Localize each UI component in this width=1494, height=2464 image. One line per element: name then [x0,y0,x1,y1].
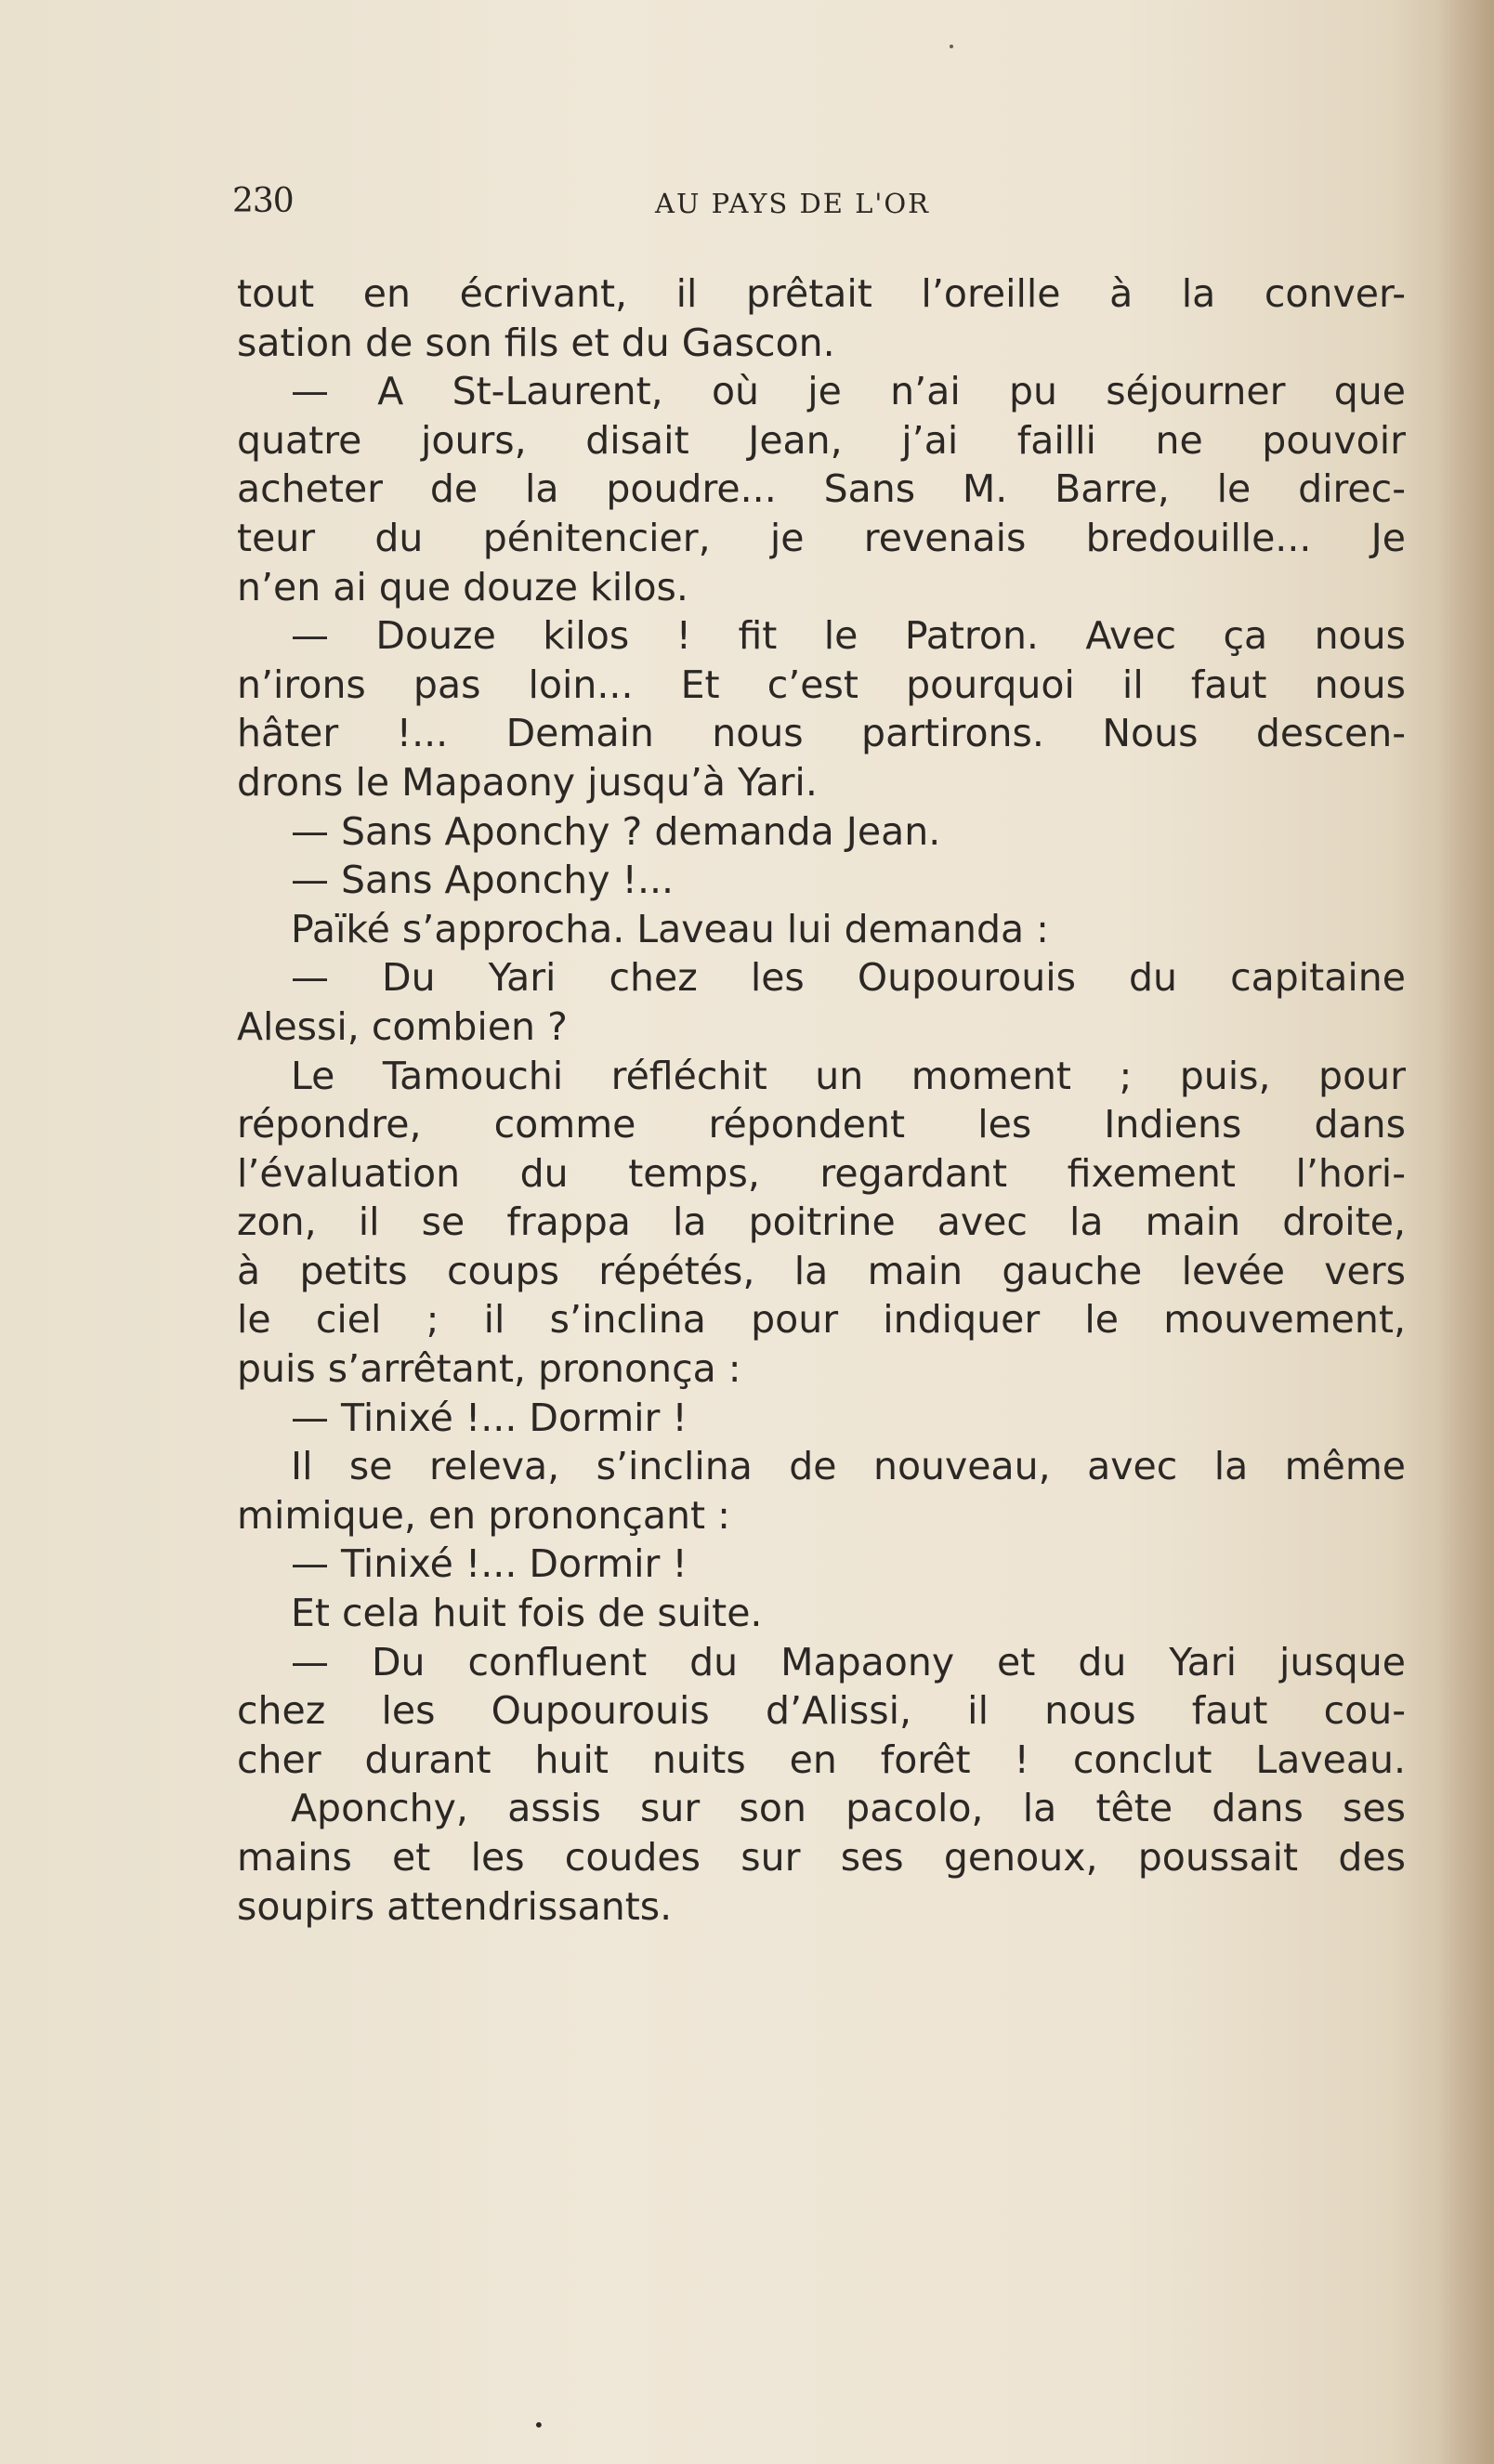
text-line: — Tinixé !... Dormir ! [291,1395,688,1440]
page-edge-shadow [1438,0,1494,2464]
text-line: drons le Mapaony jusqu’à Yari. [237,759,818,805]
text-line: Et cela huit fois de suite. [291,1591,763,1636]
printer-mark: • [533,2414,544,2436]
text-line: puis s’arrêtant, prononça : [237,1346,741,1392]
text-line: chez les Oupourouis d’Alissi, il nous faut cou- [237,1688,1406,1734]
text-line: tout en écrivant, il prêtait l’oreille à la conver- [237,271,1406,316]
text-line: Il se releva, s’inclina de nouveau, avec la même [291,1444,1406,1489]
text-line: mimique, en prononçant : [237,1492,730,1538]
text-line: — A St-Laurent, où je n’ai pu séjourner que [291,369,1406,414]
text-line: Aponchy, assis sur son pacolo, la tête dans ses [291,1786,1406,1831]
text-line: à petits coups répétés, la main gauche levée vers [237,1248,1406,1293]
text-line: répondre, comme répondent les Indiens dans [237,1102,1406,1147]
running-title: AU PAYS DE L'OR [655,188,930,219]
body-text [237,269,1406,1931]
page-number: 230 [232,182,294,220]
text-line: — Sans Aponchy ? demanda Jean. [291,808,941,854]
text-line: acheter de la poudre... Sans M. Barre, le direc- [237,466,1406,512]
text-line: n’irons pas loin... Et c’est pourquoi il faut nous [237,662,1406,707]
text-line: soupirs attendrissants. [237,1883,673,1929]
text-line: mains et les coudes sur ses genoux, poussait des [237,1835,1406,1880]
running-head [232,182,1403,229]
text-line: — Du confluent du Mapaony et du Yari jusque [291,1639,1406,1684]
text-line: l’évaluation du temps, regardant fixement l’hori- [237,1150,1406,1196]
paper-speck [950,45,953,48]
text-line: Alessi, combien ? [237,1003,568,1049]
text-line: Le Tamouchi réfléchit un moment ; puis, pour [291,1053,1406,1098]
text-line: quatre jours, disait Jean, j’ai failli ne pouvoir [237,417,1406,463]
text-line: — Tinixé !... Dormir ! [291,1541,688,1587]
text-line: teur du pénitencier, je revenais bredouille... Je [237,515,1406,560]
text-line: sation de son fils et du Gascon. [237,320,835,365]
text-line: cher durant huit nuits en forêt ! conclut Laveau. [237,1737,1406,1782]
text-line: zon, il se frappa la poitrine avec la main droite, [237,1199,1406,1245]
text-line: le ciel ; il s’inclina pour indiquer le mouvement, [237,1297,1406,1343]
text-line: — Douze kilos ! fit le Patron. Avec ça nous [291,613,1406,659]
text-line: n’en ai que douze kilos. [237,564,688,609]
text-line: hâter !... Demain nous partirons. Nous descen- [237,711,1406,756]
text-line: — Sans Aponchy !... [291,858,675,903]
text-line: Païké s’approcha. Laveau lui demanda : [291,906,1049,951]
text-line: — Du Yari chez les Oupourouis du capitaine [291,955,1406,1001]
